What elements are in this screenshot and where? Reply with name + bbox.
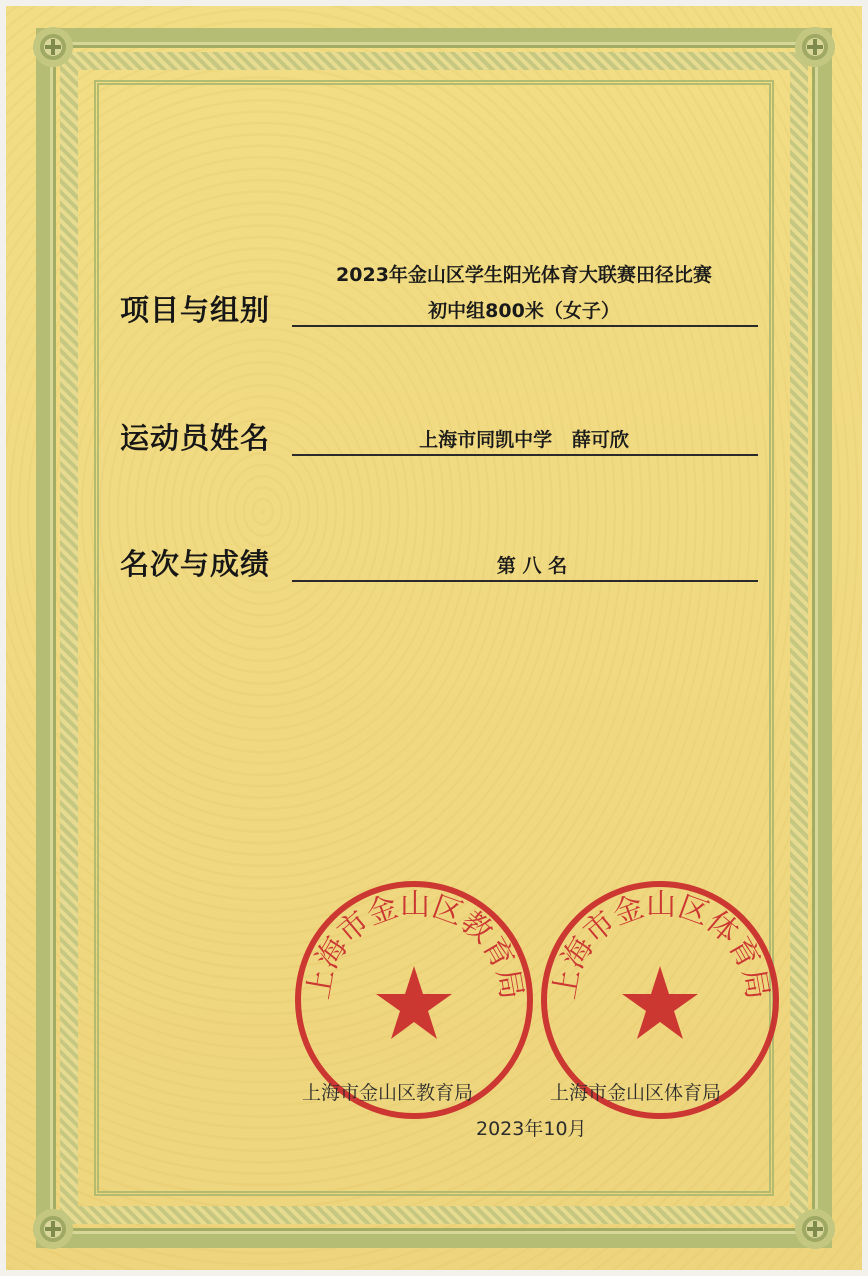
certificate-page (6, 6, 862, 1270)
event-name: 2023年金山区学生阳光体育大联赛田径比赛 (336, 264, 712, 286)
field-underline (292, 454, 758, 456)
corner-ornament-icon (780, 1194, 850, 1264)
athlete-name-label: 运动员姓名 (120, 421, 271, 455)
corner-ornament-icon (18, 1194, 88, 1264)
corner-ornament-icon (18, 12, 88, 82)
issuer-sports-bureau: 上海市金山区体育局 (550, 1082, 722, 1104)
svg-text:上海市金山区体育局: 上海市金山区体育局 (547, 887, 775, 1002)
rank-result-value: 第 八 名 (496, 555, 568, 577)
issuer-education-bureau: 上海市金山区教育局 (302, 1082, 474, 1104)
star-icon (622, 966, 698, 1039)
event-group: 初中组800米（女子） (428, 300, 620, 322)
issue-date: 2023年10月 (476, 1118, 587, 1140)
rank-result-label: 名次与成绩 (120, 547, 271, 581)
field-underline (292, 580, 758, 582)
event-group-label: 项目与组别 (120, 293, 271, 327)
field-underline (292, 325, 758, 327)
corner-ornament-icon (780, 12, 850, 82)
athlete-school-name: 上海市同凯中学 薛可欣 (419, 429, 629, 451)
svg-text:上海市金山区教育局: 上海市金山区教育局 (301, 887, 529, 1002)
star-icon (376, 966, 452, 1039)
